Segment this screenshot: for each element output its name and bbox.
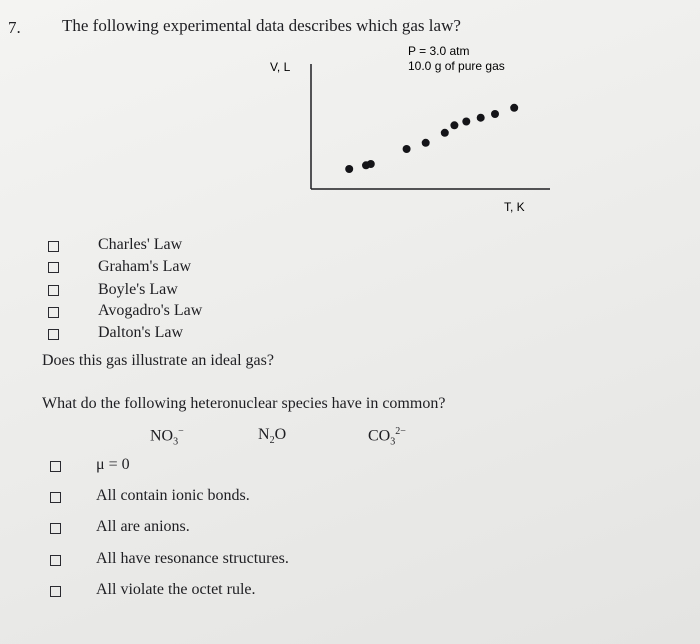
nitrate-subscript: 3 — [173, 436, 179, 448]
chart-annotation-mass: 10.0 g of pure gas — [408, 59, 505, 73]
n2o-base-o: O — [274, 426, 287, 443]
data-point-10 — [491, 110, 499, 118]
data-point-4 — [403, 145, 411, 153]
checkbox-ionic-bonds[interactable] — [50, 492, 61, 503]
species-nitrous-oxide — [258, 426, 286, 446]
x-axis-label: T, K — [504, 200, 525, 214]
checkbox-avogadro[interactable] — [48, 307, 59, 318]
data-points — [345, 104, 518, 173]
option-ionic-bonds: All contain ionic bonds. — [96, 487, 250, 504]
n2o-subscript: 2 — [269, 435, 275, 447]
option-dipole-zero: μ = 0 — [96, 456, 130, 473]
option-octet-rule: All violate the octet rule. — [96, 581, 256, 598]
checkbox-anions[interactable] — [50, 523, 61, 534]
option-anions: All are anions. — [96, 518, 190, 535]
option-grahams-law: Graham's Law — [98, 258, 192, 275]
data-point-9 — [477, 114, 485, 122]
carbonate-charge: 2− — [395, 426, 406, 437]
data-point-8 — [462, 118, 470, 126]
option-resonance: All have resonance structures. — [96, 550, 289, 567]
option-boyles-law: Boyle's Law — [98, 281, 178, 298]
species-question: What do the following heteronuclear species have in common? — [42, 395, 446, 412]
option-avogadros-law: Avogadro's Law — [98, 302, 203, 319]
checkbox-resonance[interactable] — [50, 555, 61, 566]
y-axis-label: V, L — [270, 60, 291, 74]
checkbox-dalton[interactable] — [48, 329, 59, 340]
option-charles-law: Charles' Law — [98, 236, 183, 253]
nitrate-charge: − — [178, 426, 184, 437]
n2o-base-n: N — [258, 426, 270, 443]
data-point-6 — [441, 129, 449, 137]
checkbox-octet-rule[interactable] — [50, 586, 61, 597]
data-point-1 — [345, 165, 353, 173]
checkbox-dipole-zero[interactable] — [50, 461, 61, 472]
checkbox-graham[interactable] — [48, 262, 59, 273]
ideal-gas-question: Does this gas illustrate an ideal gas? — [42, 352, 274, 369]
question-number: 7. — [8, 18, 21, 37]
data-point-3 — [367, 160, 375, 168]
species-nitrate — [150, 426, 184, 448]
data-point-7 — [450, 121, 458, 129]
data-point-5 — [422, 139, 430, 147]
chart-annotation-pressure: P = 3.0 atm — [408, 44, 470, 58]
checkbox-charles[interactable] — [48, 241, 59, 252]
question-text: The following experimental data describes which gas law? — [62, 16, 461, 35]
species-carbonate — [368, 426, 406, 448]
option-daltons-law: Dalton's Law — [98, 324, 184, 341]
carbonate-subscript: 3 — [390, 436, 396, 448]
nitrate-base: NO — [150, 427, 174, 445]
scatter-chart — [260, 44, 560, 214]
checkbox-boyle[interactable] — [48, 285, 59, 296]
carbonate-base: CO — [368, 427, 391, 445]
data-point-11 — [510, 104, 518, 112]
